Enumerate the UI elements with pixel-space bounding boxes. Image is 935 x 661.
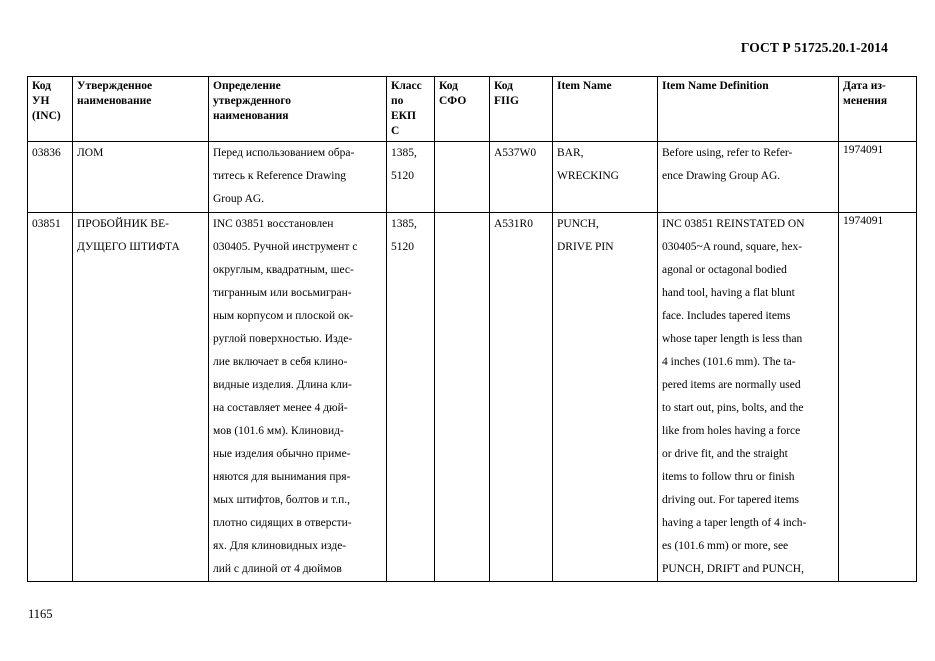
cell-line: ях. Для клиновидных изде- [213,540,347,552]
cell-line: PUNCH, [557,218,599,230]
col-approved-name-header [73,77,209,142]
cell-line: ЛОМ [77,147,104,159]
item-name-cell [553,142,658,213]
header-line: ЕКП [391,110,416,122]
cell-line: whose taper length is less than [662,333,803,345]
table-row [28,142,917,213]
header-line: УН [32,95,50,107]
cell-line: тигранным или восьмигран- [213,287,352,299]
col-name-definition-header [209,77,387,142]
cell-line: es (101.6 mm) or more, see [662,540,789,552]
cell-line: Before using, refer to Refer- [662,147,793,159]
cell-line: титесь к Reference Drawing [213,170,346,182]
cell-line: BAR, [557,147,584,159]
header-line: СФО [439,95,467,107]
header-line: Класс [391,80,422,92]
cell-line: WRECKING [557,170,619,182]
header-line: по [391,95,404,107]
cell-line: to start out, pins, bolts, and the [662,402,804,414]
cell-line: мых штифтов, болтов и т.п., [213,494,351,506]
cell-line: like from holes having a force [662,425,801,437]
cell-line: INC 03851 REINSTATED ON [662,218,805,230]
change-date-cell [839,142,917,213]
cell-line: лие включает в себя клино- [213,356,348,368]
cell-line: agonal or octagonal bodied [662,264,787,276]
cell-line: мов (101.6 мм). Клиновид- [213,425,344,437]
header-line: Item Name Definition [662,80,769,92]
cell-line: 1385, [391,218,417,230]
sfo-code-cell [435,142,490,213]
document-code: ГОСТ Р 51725.20.1-2014 [740,40,888,55]
cell-line: ДУЩЕГО ШТИФТА [77,241,180,253]
cell-line: Group AG. [213,193,265,205]
table-header-row [28,77,917,142]
cell-line: плотно сидящих в отверсти- [213,517,352,529]
cell-line: руглой поверхностью. Изде- [213,333,353,345]
header-line: Item Name [557,80,612,92]
cell-line: 1974091 [843,144,884,156]
cell-line: A531R0 [494,218,533,230]
cell-line: 030405. Ручной инструмент с [213,241,358,253]
col-fiig-code-header [490,77,553,142]
cell-line: 030405~A round, square, hex- [662,241,803,253]
cell-line: A537W0 [494,147,537,159]
item-definition-cell [658,213,839,582]
col-item-definition-header [658,77,839,142]
cell-line: hand tool, having a flat blunt [662,287,795,299]
page-number: 1165 [28,607,53,621]
header-line: FIIG [494,95,519,107]
header-line: менения [843,95,888,107]
approved-name-cell [73,142,209,213]
cell-line: няются для вынимания пря- [213,471,351,483]
header-line: Дата из- [843,80,886,92]
header-line: Код [494,80,514,92]
header-line: Определение [213,80,281,92]
change-date-cell [839,213,917,582]
col-inc-code-header [28,77,73,142]
cell-line: driving out. For tapered items [662,494,800,506]
cell-line: INC 03851 восстановлен [213,218,334,230]
cell-line: ные изделия обычно приме- [213,448,351,460]
cell-line: 5120 [391,170,414,182]
fiig-code-cell [490,213,553,582]
header-line: С [391,125,400,137]
cell-line: 03851 [32,218,61,230]
fiig-code-cell [490,142,553,213]
header-line: Код [439,80,459,92]
header-line: наименование [77,95,152,107]
cell-line: 1974091 [843,215,884,227]
cell-line: 1385, [391,147,417,159]
cell-line: Перед использованием обра- [213,147,355,159]
name-definition-cell [209,213,387,582]
cell-line: having a taper length of 4 inch- [662,517,807,529]
sfo-code-cell [435,213,490,582]
cell-line: PUNCH, DRIFT and PUNCH, [662,563,804,575]
item-name-cell [553,213,658,582]
name-definition-cell [209,142,387,213]
header-line: (INC) [32,110,61,122]
class-cell [387,142,435,213]
cell-line: pered items are normally used [662,379,801,391]
col-item-name-header [553,77,658,142]
catalog-table [27,76,917,582]
header-line: Утвержденное [77,80,153,92]
table-row [28,213,917,582]
approved-name-cell [73,213,209,582]
cell-line: or drive fit, and the straight [662,448,788,460]
cell-line: видные изделия. Длина кли- [213,379,352,391]
cell-line: items to follow thru or finish [662,471,795,483]
col-sfo-code-header [435,77,490,142]
cell-line: ным корпусом и плоской ок- [213,310,354,322]
cell-line: ПРОБОЙНИК ВЕ- [77,218,169,230]
cell-line: face. Includes tapered items [662,310,791,322]
header-line: наименования [213,110,289,122]
item-definition-cell [658,142,839,213]
cell-line: 5120 [391,241,414,253]
header-line: Код [32,80,52,92]
inc-code-cell [28,213,73,582]
header-line: утвержденного [213,95,292,107]
cell-line: 4 inches (101.6 mm). The ta- [662,356,796,368]
table-body [28,142,917,582]
inc-code-cell [28,142,73,213]
cell-line: ence Drawing Group AG. [662,170,781,182]
cell-line: округлым, квадратным, шес- [213,264,354,276]
cell-line: 03836 [32,147,61,159]
class-cell [387,213,435,582]
cell-line: DRIVE PIN [557,241,614,253]
col-class-header [387,77,435,142]
cell-line: лий с длиной от 4 дюймов [213,563,342,575]
cell-line: на составляет менее 4 дюй- [213,402,348,414]
col-change-date-header [839,77,917,142]
